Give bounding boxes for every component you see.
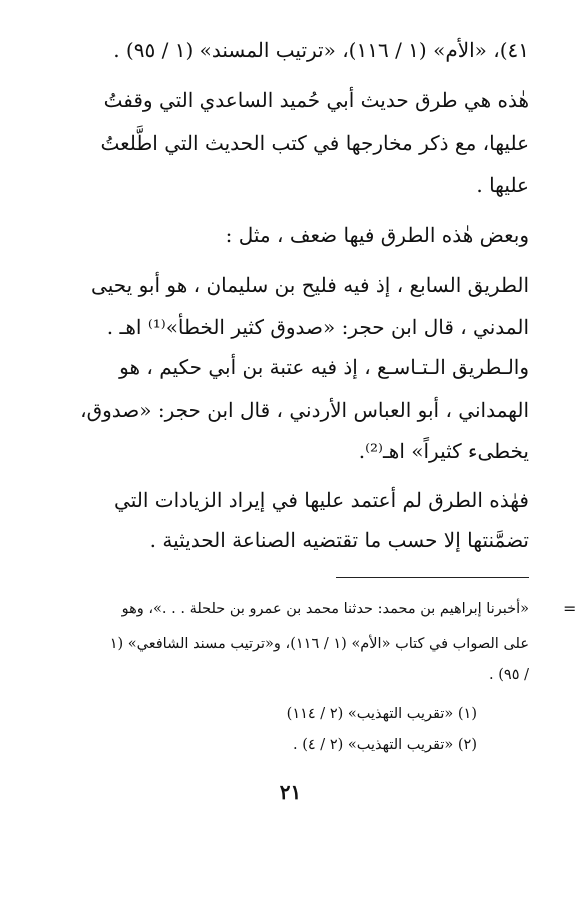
paragraph-line: يخطىء كثيراً» اهـ⁽²⁾. — [358, 439, 529, 463]
footnote-continuation-mark: = — [563, 599, 577, 618]
paragraph-line: تضمَّنتها إلا حسب ما تقتضيه الصناعة الحديثية . — [149, 528, 529, 552]
paragraph-line: هٰذه هي طرق حديث أبي حُميد الساعدي التي وقفتُ — [103, 88, 529, 112]
footnote-line: / ٩٥) . — [489, 667, 529, 683]
paragraph-line: المدني ، قال ابن حجر: «صدوق كثير الخطأ»⁽¹⁾ اهـ . — [106, 315, 529, 339]
paragraph-line: عليها، مع ذكر مخارجها في كتب الحديث التي اطَّلعتُ — [100, 131, 529, 155]
footnote-line: «أخبرنا إبراهيم بن محمد: حدثنا محمد بن عمرو بن حلحلة . . .»، وهو — [121, 601, 529, 617]
page-number: ٢١ — [279, 780, 302, 804]
paragraph-line: عليها . — [476, 173, 529, 197]
paragraph-line: الطريق السابع ، إذ فيه فليح بن سليمان ، هو أبو يحيى — [91, 273, 529, 297]
paragraph-line: الهمداني ، أبو العباس الأردني ، قال ابن حجر: «صدوق، — [80, 398, 529, 422]
footnote-2: (٢) «تقريب التهذيب» (٢ / ٤) . — [293, 737, 477, 753]
footnote-line: على الصواب في كتاب «الأم» (١ / ١١٦)، و«ترتيب مسند الشافعي» (١ — [109, 636, 529, 652]
paragraph-line: والـطريق الـتـاسـع ، إذ فيه عتبة بن أبي حكيم ، هو — [119, 355, 529, 379]
paragraph-line: فهٰذه الطرق لم أعتمد عليها في إيراد الزيادات التي — [114, 488, 529, 512]
footnote-separator — [336, 577, 529, 578]
continued-citation-line: ٤١)، «الأم» (١ / ١١٦)، «ترتيب المسند» (١ / ٩٥) . — [113, 38, 529, 62]
paragraph-weak-chains-intro: وبعض هٰذه الطرق فيها ضعف ، مثل : — [225, 223, 529, 247]
footnote-1: (١) «تقريب التهذيب» (٢ / ١١٤) — [286, 706, 477, 722]
